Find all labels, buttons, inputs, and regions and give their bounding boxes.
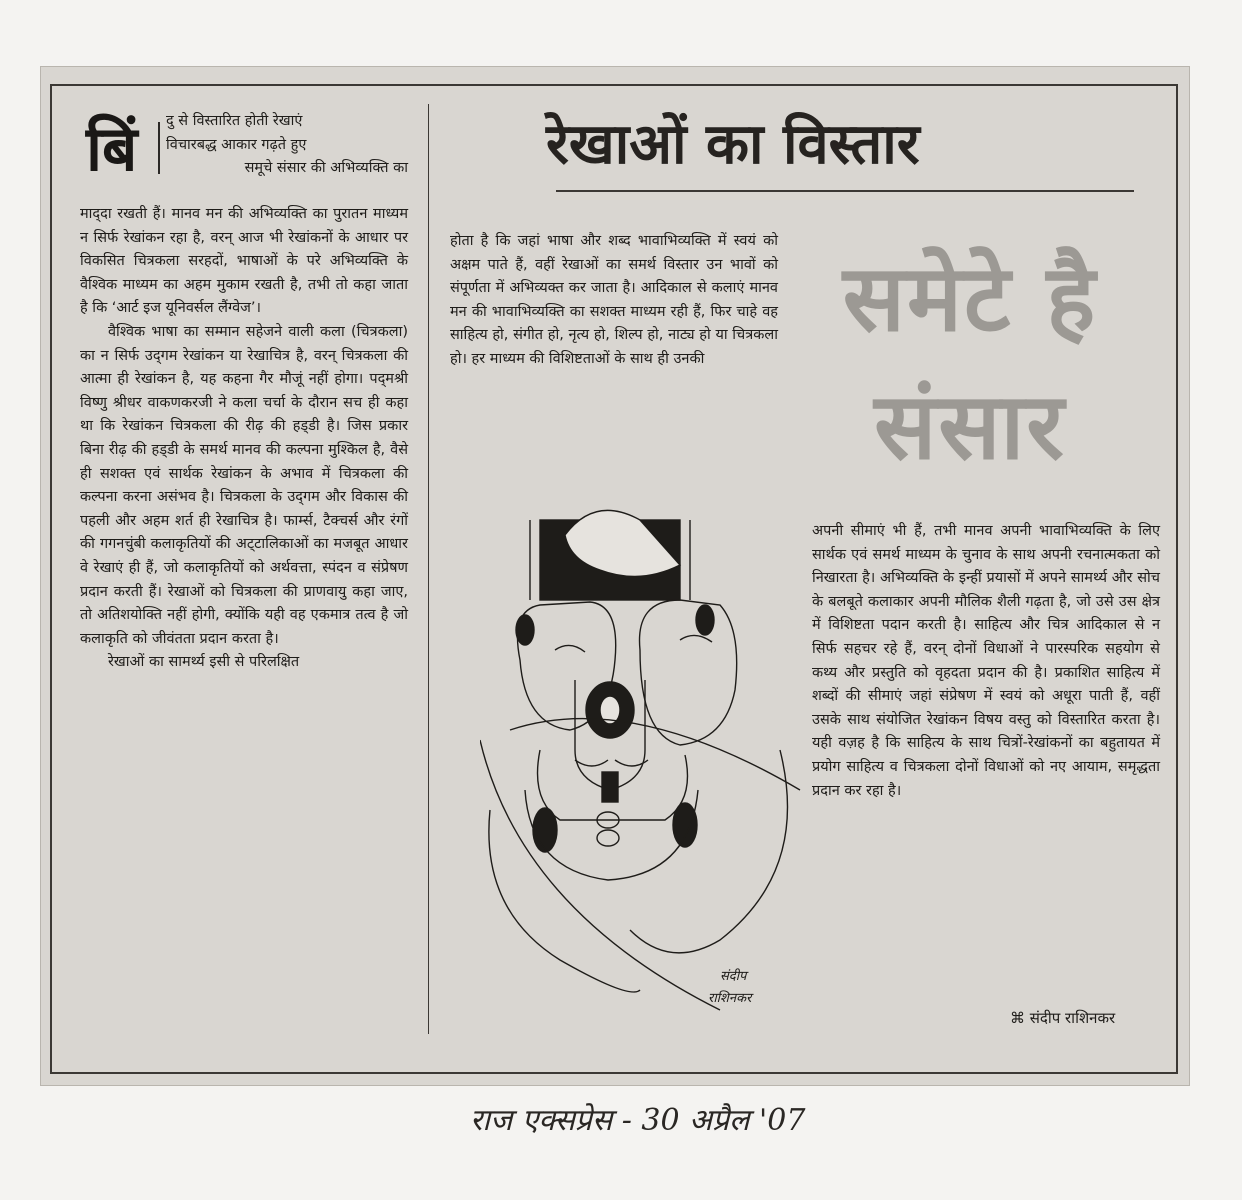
paragraph: होता है कि जहां भाषा और शब्द भावाभिव्यक्ति में स्वयं को अक्षम पाते हैं, वहीं रेखाओं का समर्थ विस्तार उन भावों को संपूर्णता में अभिव्यक्त कर जाता है। आदिकाल से कलाएं मानव मन की भावाभिव्यक्ति का सशक्त माध्यम रही हैं, फिर चाहे वह साहित्य हो, संगीत हो, नृत्य हो, शिल्प हो, नाट्य हो या चित्रकला हो। हर माध्यम की विशिष्टताओं के साथ ही उनकी xyxy=(450,233,778,367)
subheadline xyxy=(805,235,1135,491)
top-border-line xyxy=(50,84,1178,86)
headline-underline xyxy=(556,190,1134,192)
subheadline-line-1: समेटे है xyxy=(842,245,1098,352)
lead-line-1: दु से विस्तारित होती रेखाएं xyxy=(166,113,303,129)
article-column-3 xyxy=(812,520,1160,803)
lead-line-3: समूचे संसार की अभिव्यक्ति का xyxy=(244,160,408,177)
column-divider xyxy=(428,104,429,1034)
drop-cap-bar xyxy=(158,122,160,174)
svg-text:राशिनकर: राशिनकर xyxy=(708,991,752,1006)
bottom-border-line xyxy=(50,1072,1178,1074)
lead-line-2: विचारबद्ध आकार गढ़ते हुए xyxy=(166,136,307,153)
svg-text:संदीप: संदीप xyxy=(720,969,747,984)
subheadline-line-2: संसार xyxy=(874,373,1066,480)
article-column-2 xyxy=(450,230,778,372)
lead-lines xyxy=(166,110,408,181)
left-border-line xyxy=(50,84,52,1074)
paragraph: अपनी सीमाएं भी हैं, तभी मानव अपनी भावाभिव्यक्ति के लिए सार्थक एवं समर्थ माध्यम के चुनाव के साथ अपनी रचनात्मकता को निखारता है। अभिव्यक्ति के इन्हीं प्रयासों में अपने सामर्थ्य और सोच के बलबूते कलाकार अपनी मौलिक शैली गढ़ता है, जो उसे उस क्षेत्र में विशिष्टता पदान करती है। साहित्य और चित्र आदिकाल से न सिर्फ सहचर रहे हैं, वरन्‌ दोनों विधाओं ने पारस्परिक सहयोग से कथ्य और प्रस्तुति को वृहदता प्रदान की है। प्रकाशित साहित्य में शब्दों की सीमाएं जहां संप्रेषण में स्वयं को अधूरा पाती हैं, वहीं उसके साथ संयोजित रेखांकन विषय वस्तु को विस्तारित करता है। यही वज़ह है कि साहित्य के साथ चित्रों-रेखांकनों का बहुतायत में प्रयोग साहित्य व चित्रकला दोनों विधाओं को नए आयाम, समृद्धता प्रदान कर रहा है। xyxy=(812,523,1160,799)
handwritten-source-caption: राज एक्सप्रेस - 30 अप्रैल '07 xyxy=(470,1103,806,1138)
paragraph: वैश्विक भाषा का सम्मान सहेजने वाली कला (चित्रकला) का न सिर्फ उद्‌गम रेखांकन या रेखाचित्र है, वरन्‌ चित्रकला की आत्मा ही रेखांकन है, यह कहना गैर मौजूं नहीं होगा। पद्‌मश्री विष्णु श्रीधर वाकणकरजी ने कला चर्चा के दौरान सच ही कहा था कि रेखांकन चित्रकला की रीढ़ की हड्‌डी है। जिस प्रकार बिना रीढ़ की हड्‌डी के समर्थ मानव की कल्पना मुश्किल है, वैसे ही सशक्त एवं सार्थक रेखांकन के अभाव में चित्रकला की कल्पना करना असंभव है। चित्रकला के उद्‌गम और विकास की पहली और अहम शर्त ही रेखाचित्र है। फार्म्स, टैक्चर्स और रंगों की गगनचुंबी कलाकृतियों की अट्‌टालिकाओं का मजबूत आधार वे रेखाएं ही हैं, जो कलाकृतियों को अर्थवत्ता, स्पंदन व संप्रेषण प्रदान करती हैं। रेखाओं को चित्रकला की प्राणवायु कहा जाए, तो अतिशयोक्ति नहीं होगी, क्योंकि यही वह एकमात्र तत्व है जो कलाकृति को जीवंतता प्रदान करता है। xyxy=(80,323,408,647)
drop-cap: बिं xyxy=(86,112,138,185)
right-border-line xyxy=(1176,84,1178,1074)
article-column-1 xyxy=(80,203,408,675)
ink-sketch-illustration xyxy=(480,490,810,1050)
byline: ⌘ संदीप राशिनकर xyxy=(1010,1009,1116,1027)
headline: रेखाओं का विस्तार xyxy=(546,112,920,177)
paragraph: रेखाओं का सामर्थ्य इसी से परिलक्षित xyxy=(108,654,300,671)
paragraph: माद्‌दा रखती हैं। मानव मन की अभिव्यक्ति का पुरातन माध्यम न सिर्फ रेखांकन रहा है, वरन्‌ आज भी रेखांकनों के आधार पर विकसित चित्रकला सरहदों, भाषाओं के परे अभिव्यक्ति के वैश्विक माध्यम का अहम मुकाम रखती है, तभी तो कहा जाता है कि ‘आर्ट इज यूनिवर्सल लैंग्वेज’। xyxy=(80,206,408,317)
